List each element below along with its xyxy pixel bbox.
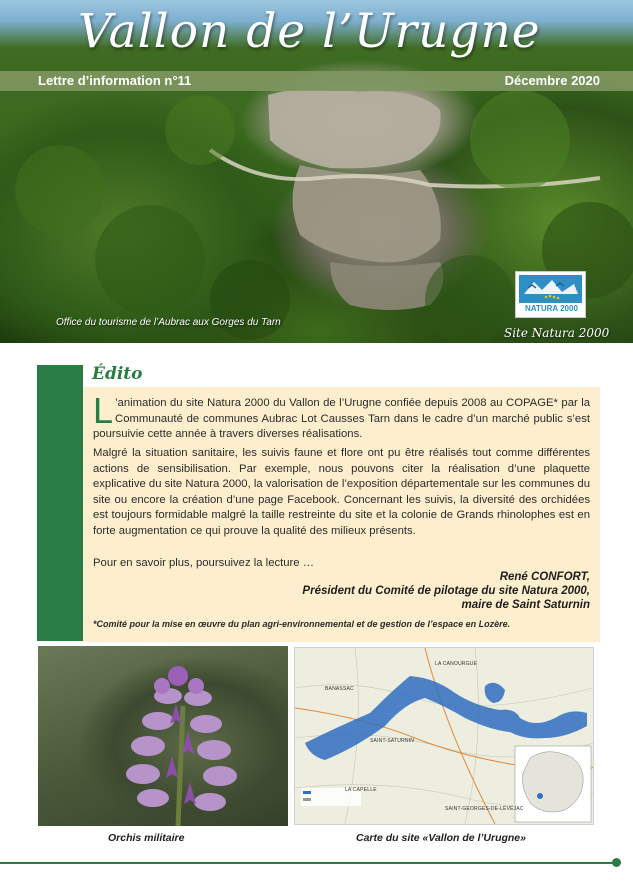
drop-cap: L <box>93 390 114 431</box>
orchid-caption: Orchis militaire <box>108 832 185 844</box>
map-label-la-capelle: LA CAPELLE <box>345 787 377 793</box>
site-natura-label: Site Natura 2000 <box>504 326 610 340</box>
newsletter-issue: Lettre d’information n°11 <box>38 73 192 88</box>
footer-dot <box>612 858 621 867</box>
orchid-photo <box>38 646 288 826</box>
newsletter-date: Décembre 2020 <box>504 73 600 88</box>
edito-signature <box>302 570 590 612</box>
signature-name: René CONFORT, <box>499 571 590 583</box>
orchid-illustration <box>38 646 288 826</box>
map-caption: Carte du site «Vallon de l’Urugne» <box>356 832 526 844</box>
map-label-la-canourgue: LA CANOURGUE <box>435 661 478 667</box>
newsletter-title: Vallon de l’Urugne <box>78 4 541 59</box>
edito-paragraph-3: Pour en savoir plus, poursuivez la lecture … <box>93 557 315 569</box>
photo-credit: Office du tourisme de l’Aubrac aux Gorges du Tarn <box>56 317 281 328</box>
map-label-saint-saturnin: SAINT-SATURNIN <box>370 738 415 744</box>
edito-paragraph-1-text: ’animation du site Natura 2000 du Vallon de l’Urugne confiée depuis 2008 au COPAGE* par la Communauté de communes Aubrac Lot Causses Tarn dans le cadre d’un marché public s’est poursuivie cette année à travers diverses réalisations. <box>93 397 590 441</box>
signature-role-2: maire de Saint Saturnin <box>461 599 590 611</box>
newsletter-info-band <box>0 71 633 91</box>
signature-role-1: Président du Comité de pilotage du site Natura 2000, <box>302 585 590 597</box>
map-label-banassac: BANASSAC <box>325 686 354 692</box>
map-illustration <box>295 648 593 824</box>
edito-paragraph-1 <box>93 390 590 443</box>
edito-footnote: *Comité pour la mise en œuvre du plan agri-environnemental et de gestion de l’espace en Lozère. <box>93 619 511 629</box>
natura-2000-logo <box>515 271 586 318</box>
edito-title: Édito <box>92 364 143 384</box>
natura-logo-text: NATURA 2000 <box>525 304 578 313</box>
footer-divider <box>0 862 616 864</box>
site-map <box>294 647 594 825</box>
edito-paragraph-2: Malgré la situation sanitaire, les suivis faune et flore ont pu être réalisés tout comme différentes actions de sensibilisation. Par exemple, nous pouvons citer la réalisation d’une plaquette explicative du site Natura 2000, la valorisation de l’exposition départementale sur les communes du site ou encore la création d’une page Facebook. Concernant les suivis, la diversité des orchidées est toujours formidable malgré la taille restreinte du site et la colonie de Grands rhinolophes est en forte augmentation ce qui prouve la qualité des milieux présents. <box>93 447 590 537</box>
cover-photo <box>0 0 633 343</box>
map-label-saint-georges: SAINT-GEORGES-DE-LÉVÉJAC <box>445 806 524 812</box>
edito-accent-bar <box>37 365 83 641</box>
